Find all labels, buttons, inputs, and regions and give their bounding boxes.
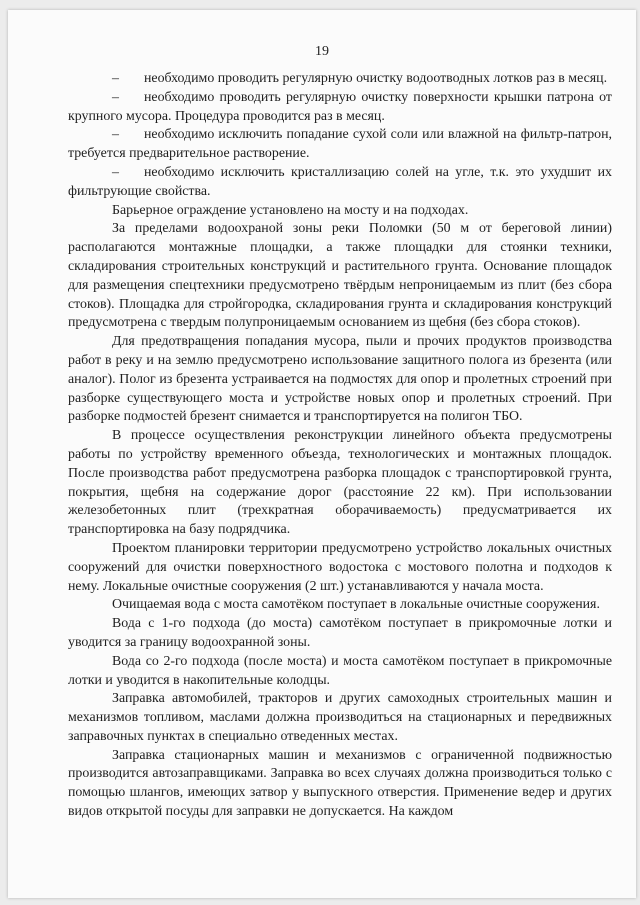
- paragraph: Барьерное ограждение установлено на мосту и на подходах.: [112, 202, 469, 218]
- dash-marker: –: [112, 164, 119, 180]
- dash-marker: –: [112, 127, 119, 143]
- paragraph: Заправка стационарных машин и механизмов с ограниченной подвижностью производится автозаправщиками. Заправка во всех случаях должна производиться только с помощью шлангов, имеющих затвор у выпускного отверстия. Применение ведер и других видов открытой посуды для заправки не допускается. На каждом: [68, 747, 612, 820]
- paragraph: Очищаемая вода с моста самотёком поступает в локальные очистные сооружения.: [112, 597, 600, 613]
- paragraph: За пределами водоохраной зоны реки Поломки (50 м от береговой линии) располагаются монтажные площадки, а также площадки для стоянки техники, складирования строительных конструкций и растительного грунта. Основание площадок для размещения спецтехники предусмотрено твёрдым непроницаемым из плит (без сбора стоков). Площадка для стройгородка, складирования грунта и складирования конструкций предусмотрена с твердым полупроницаемым основанием из щебня (без сбора стоков).: [68, 221, 612, 331]
- paragraph: Вода со 2-го подхода (после моста) и моста самотёком поступает в прикромочные лотки и уводится в накопительные колодцы.: [68, 653, 612, 688]
- paragraph: Вода с 1-го подхода (до моста) самотёком поступает в прикромочные лотки и уводится за границу водоохранной зоны.: [68, 616, 612, 650]
- paragraph: Для предотвращения попадания мусора, пыли и прочих продуктов производства работ в реку и на землю предусмотрено использование защитного полога из брезента (или аналог). Полог из брезента устраивается на подмостях для опор и пролетных строений при разборке существующего моста и устройстве новых опор и пролетных строений. При разборке подмостей брезент снимается и транспортируется на полигон ТБО.: [68, 334, 612, 425]
- list-item: – необходимо исключить попадание сухой соли или влажной на фильтр-патрон, требуется предварительное растворение.: [68, 127, 612, 162]
- page-number: 19: [315, 44, 329, 59]
- paragraph: Заправка автомобилей, тракторов и других самоходных строительных машин и механизмов топливом, маслами должна производиться на стационарных и передвижных заправочных пунктах в специально отведенных местах.: [68, 691, 612, 744]
- page-body-text: [68, 70, 612, 822]
- paragraph: Проектом планировки территории предусмотрено устройство локальных очистных сооружений для очистки поверхностного водостока с мостового полотна и подходов к нему. Локальные очистные сооружения (2 шт.) устанавливаются у начала моста.: [68, 540, 612, 594]
- document-page: [8, 10, 636, 898]
- dash-marker: –: [112, 89, 119, 105]
- list-item: – необходимо проводить регулярную очистку водоотводных лотков раз в месяц.: [68, 70, 612, 89]
- paragraph: В процессе осуществления реконструкции линейного объекта предусмотрены работы по устройству временного объезда, технологических и монтажных площадок. После производства работ предусмотрена разборка площадок с транспортировкой грунта, покрытия, щебня на содержание дорог (расстояние 22 км). При использовании железобетонных плит (трехкратная оборачиваемость) предусматривается их транспортировка на базу подрядчика.: [68, 428, 612, 538]
- list-item: – необходимо проводить регулярную очистку поверхности крышки патрона от крупного мусора. Процедура проводится раз в месяц.: [68, 89, 612, 124]
- dash-marker: –: [112, 71, 119, 86]
- list-item: – необходимо исключить кристаллизацию солей на угле, т.к. это ухудшит их фильтрующие свойства.: [68, 164, 612, 199]
